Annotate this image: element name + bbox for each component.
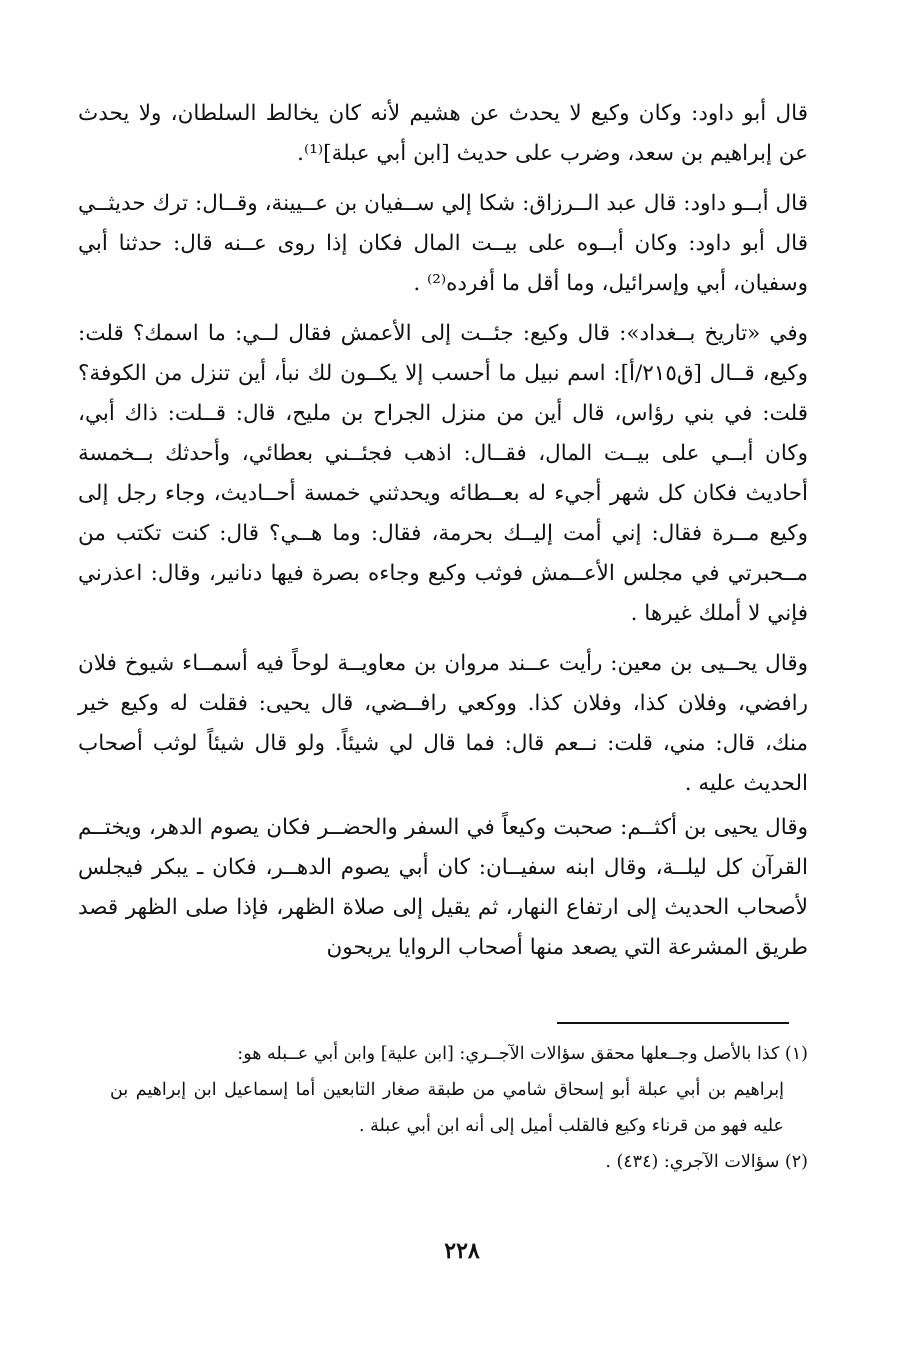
- paragraph-3: وفي «تاريخ بــغداد»: قال وكيع: جئــت إلى الأعمش فقال لــي: ما اسمك؟ قلت: وكيع، قــال [ق٢١٥/أ]: اسم نبيل ما أحسب إلا يكــون لك نبأ، أين تنزل من الكوفة؟ قلت: في بني رؤاس، قال أين من منزل الجراح بن مليح، قال: قــلت: ذاك أبي، وكان أبــي على بيــت المال، فقــال: اذهب فجئــني بعطائي، وأحدثك بــخمسة أحاديث فكان كل شهر أجيء له بعــطائه ويحدثني خمسة أحــاديث، وجاء رجل إلى وكيع مــرة فقال: إني أمت إليــك بحرمة، فقال: وما هــي؟ قال: كنت تكتب من مــحبرتي في مجلس الأعــمش فوثب وكيع وجاءه بصرة فيها دنانير، وقال: اعذرني فإني لا أملك غيرها .: [78, 321, 808, 626]
- paragraph-5: وقال يحيى بن أكثــم: صحبت وكيعاً في السفر والحضــر فكان يصوم الدهر، ويختــم القرآن كل ليلــة، وقال ابنه سفيــان: كان أبي يصوم الدهــر، فكان ـ يبكر فيجلس لأصحاب الحديث إلى ارتفاع النهار، ثم يقيل إلى صلاة الظهر، فإذا صلى الظهر قصد طريق المشرعة التي يصعد منها أصحاب الروايا يريحون: [78, 815, 808, 960]
- paragraph-2: قال أبــو داود: قال عبد الــرزاق: شكا إلي ســفيان بن عــيينة، وقــال: ترك حديثــي قال أبو داود: وكان أبــوه على بيــت المال فكان إذا روى عــنه قال: حدثنا أبي وسفيان، أبي وإسرائيل، وما أقل ما أفرده⁽²⁾ .: [78, 191, 808, 296]
- footnote-2: (٢) سؤالات الآجري: (٤٣٤) .: [605, 1152, 808, 1172]
- footnote-1-line-1: (١) كذا بالأصل وجــعلها محقق سؤالات الآجــري: [ابن علية] وابن أبي عــبله هو:: [237, 1044, 808, 1064]
- footnote-divider: [557, 1022, 789, 1024]
- footnote-1-continuation: إبراهيم بن أبي عبلة أبو إسحاق شامي من طبقة صغار التابعين أما إسماعيل ابن إبراهيم بن عليه فهو من قرناء وكيع فالقلب أميل إلى أنه ابن أبي عبلة .: [110, 1080, 784, 1136]
- paragraph-4: وقال يحــيى بن معين: رأيت عــند مروان بن معاويــة لوحاً فيه أسمــاء شيوخ فلان رافضي، وفلان كذا، وفلان كذا. ووكعي رافــضي، قال يحيى: فقلت له وكيع خير منك، قال: مني، قلت: نــعم قال: فما قال لي شيئاً. ولو قال شيئاً لوثب أصحاب الحديث عليه .: [78, 651, 808, 796]
- page-number: ٢٢٨: [444, 1238, 480, 1264]
- paragraph-1: قال أبو داود: وكان وكيع لا يحدث عن هشيم لأنه كان يخالط السلطان، ولا يحدث عن إبراهيم بن سعد، وضرب على حديث [ابن أبي عبلة]⁽¹⁾.: [78, 101, 808, 166]
- footnotes: [110, 1036, 808, 1180]
- main-text: [78, 94, 808, 978]
